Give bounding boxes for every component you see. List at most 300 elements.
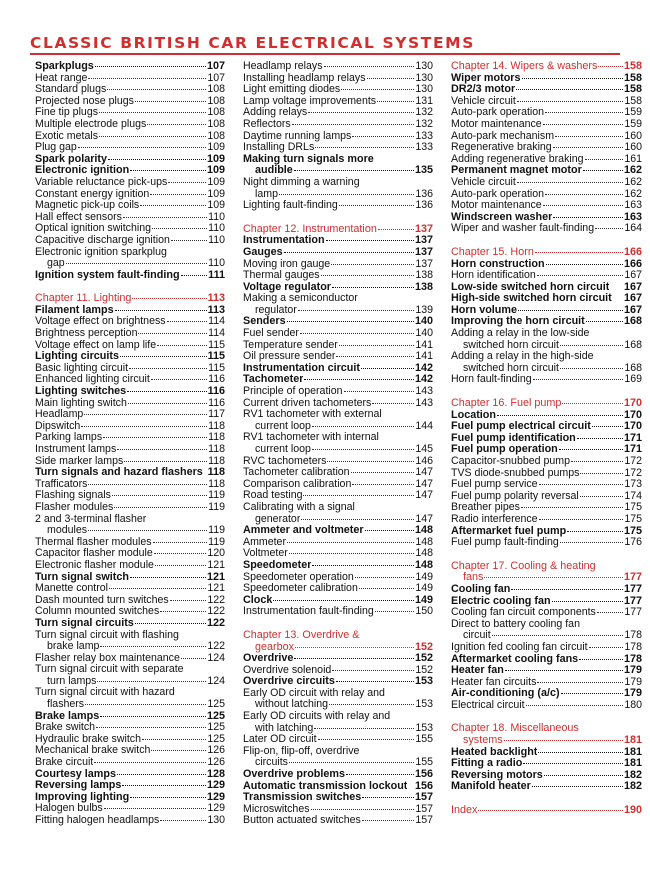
entry-title: Heat range bbox=[35, 72, 88, 84]
leader-dots bbox=[170, 600, 207, 601]
entry-title: Vehicle circuit bbox=[451, 176, 516, 188]
entry-title: Side marker lamps bbox=[35, 455, 124, 467]
leader-dots bbox=[123, 217, 207, 218]
leader-dots bbox=[304, 379, 414, 380]
page-number: 166 bbox=[623, 257, 642, 270]
page-number: 116 bbox=[207, 385, 225, 398]
entry-title: Lighting circuits bbox=[35, 351, 119, 363]
toc-entry bbox=[451, 747, 642, 759]
leader-dots bbox=[103, 437, 207, 438]
page-number: 152 bbox=[414, 652, 433, 665]
leader-dots bbox=[301, 519, 414, 520]
page-number: 132 bbox=[415, 117, 433, 130]
page-number: 179 bbox=[623, 664, 642, 677]
page-number: 133 bbox=[415, 129, 433, 142]
leader-dots bbox=[129, 368, 207, 369]
leader-dots bbox=[355, 577, 415, 578]
entry-title: modules bbox=[47, 525, 88, 537]
page-number: 108 bbox=[207, 129, 225, 142]
entry-title: gearbox bbox=[255, 640, 295, 653]
page-number: 167 bbox=[623, 292, 642, 305]
page-number: 121 bbox=[207, 582, 225, 595]
leader-dots bbox=[81, 426, 207, 427]
leader-dots bbox=[107, 89, 206, 90]
toc-entry bbox=[451, 177, 642, 189]
leader-dots bbox=[135, 101, 206, 102]
toc-entry bbox=[243, 316, 433, 328]
page-number: 129 bbox=[206, 779, 225, 792]
page-number: 142 bbox=[414, 361, 433, 374]
page-number: 130 bbox=[415, 71, 433, 84]
leader-dots bbox=[560, 542, 624, 543]
leader-dots bbox=[128, 403, 207, 404]
entry-title: Multiple electrode plugs bbox=[35, 118, 147, 130]
toc-entry bbox=[35, 502, 225, 514]
toc-entry bbox=[451, 293, 642, 305]
page-number: 147 bbox=[415, 489, 433, 502]
toc-entry bbox=[35, 96, 225, 108]
entry-title: current loop bbox=[255, 420, 311, 432]
page-number: 157 bbox=[415, 814, 433, 827]
toc-entry: Adding a relay in the high-side bbox=[451, 350, 594, 363]
leader-dots bbox=[327, 461, 414, 462]
leader-dots bbox=[533, 379, 624, 380]
toc-entry bbox=[243, 572, 433, 584]
toc-entry-cont bbox=[243, 189, 433, 201]
page-number: 178 bbox=[624, 629, 642, 642]
entry-title: Improving the horn circuit bbox=[451, 316, 585, 328]
toc-entry bbox=[243, 374, 433, 386]
entry-title: Trafficators bbox=[35, 478, 88, 490]
leader-dots bbox=[344, 391, 415, 392]
chapter-heading bbox=[451, 247, 642, 259]
entry-title: Wiper and washer fault-finding bbox=[451, 223, 595, 235]
leader-dots bbox=[100, 716, 206, 717]
page-number: 128 bbox=[206, 767, 225, 780]
page-number: 109 bbox=[206, 164, 225, 177]
entry-title: Auto-park mechanism bbox=[451, 130, 555, 142]
page-number: 159 bbox=[624, 106, 642, 119]
page-number: 158 bbox=[623, 83, 642, 96]
page-number: 109 bbox=[207, 175, 225, 188]
page-number: 121 bbox=[207, 558, 225, 571]
page-number: 118 bbox=[208, 443, 225, 455]
toc-entry: Calibrating with a signal bbox=[243, 500, 355, 513]
entry-title: Turn signal circuits bbox=[35, 617, 134, 629]
entry-title: Automatic transmission lockout bbox=[243, 780, 408, 792]
page-number: 108 bbox=[207, 106, 225, 119]
leader-dots bbox=[312, 449, 414, 450]
entry-title: Sparkplugs bbox=[35, 61, 94, 72]
leader-dots bbox=[326, 240, 414, 241]
toc-entry bbox=[35, 560, 225, 572]
entry-title: Basic lighting circuit bbox=[35, 362, 129, 374]
toc-entry: Direct to battery cooling fan bbox=[451, 617, 580, 630]
leader-dots bbox=[336, 681, 414, 682]
page-number: 181 bbox=[623, 757, 642, 770]
page-number: 149 bbox=[415, 570, 433, 583]
page-number: 143 bbox=[415, 396, 433, 409]
entry-title: Voltage regulator bbox=[243, 281, 331, 293]
leader-dots bbox=[532, 786, 623, 787]
page-number: 147 bbox=[415, 477, 433, 490]
page-number: 158 bbox=[624, 94, 642, 107]
leader-dots bbox=[559, 449, 623, 450]
entry-title: Constant energy ignition bbox=[35, 188, 150, 200]
leader-dots bbox=[308, 112, 414, 113]
toc-entry bbox=[243, 84, 433, 96]
toc-entry bbox=[35, 305, 225, 317]
entry-title: Overdrive circuits bbox=[243, 676, 335, 688]
page-number: 177 bbox=[623, 582, 642, 595]
leader-dots bbox=[130, 170, 206, 171]
toc-entry bbox=[35, 583, 225, 595]
toc-entry-cont bbox=[243, 514, 433, 526]
page-number: 175 bbox=[624, 501, 642, 514]
leader-dots bbox=[597, 612, 623, 613]
entry-title: Ammeter and voltmeter bbox=[243, 525, 364, 537]
page-number: 122 bbox=[207, 640, 225, 653]
entry-title: Aftermarket cooling fans bbox=[451, 653, 579, 665]
leader-dots bbox=[377, 101, 414, 102]
leader-dots bbox=[321, 275, 415, 276]
toc-entry bbox=[35, 154, 225, 166]
entry-title: Ignition fed cooling fan circuit bbox=[451, 641, 588, 653]
leader-dots bbox=[289, 553, 415, 554]
leader-dots bbox=[324, 66, 415, 67]
leader-dots bbox=[579, 659, 623, 660]
entry-title: Microswitches bbox=[243, 803, 310, 815]
toc-entry bbox=[451, 502, 642, 514]
chapter-gap bbox=[451, 549, 642, 561]
toc-entry bbox=[243, 595, 433, 607]
toc-entry bbox=[451, 259, 642, 271]
entry-title: audible bbox=[255, 165, 293, 177]
page-number: 109 bbox=[207, 141, 225, 154]
page-number: 141 bbox=[415, 350, 433, 363]
entry-title: Standard plugs bbox=[35, 84, 107, 96]
toc-entry bbox=[243, 200, 433, 212]
toc-entry bbox=[451, 282, 642, 294]
page-number: 125 bbox=[207, 732, 225, 745]
toc-entry: Night dimming a warning bbox=[243, 175, 360, 188]
page-number: 118 bbox=[208, 431, 225, 444]
page-number: 122 bbox=[207, 605, 225, 618]
leader-dots bbox=[151, 379, 207, 380]
leader-dots bbox=[312, 565, 414, 566]
page-number: 177 bbox=[624, 606, 642, 619]
leader-dots bbox=[108, 159, 206, 160]
page-number: 116 bbox=[208, 396, 225, 409]
entry-title: Overdrive solenoid bbox=[243, 664, 332, 676]
entry-title: Capacitive discharge ignition bbox=[35, 234, 170, 246]
leader-dots bbox=[332, 287, 414, 288]
leader-dots bbox=[478, 810, 623, 811]
page-number: 131 bbox=[415, 94, 433, 107]
entry-title: Voltage effect on lamp life bbox=[35, 339, 157, 351]
page-number: 140 bbox=[414, 315, 433, 328]
entry-title: Fuel pump polarity reversal bbox=[451, 490, 579, 502]
entry-title: Index bbox=[451, 804, 478, 817]
page-number: 116 bbox=[208, 373, 225, 386]
leader-dots bbox=[112, 495, 207, 496]
entry-title: Regenerative braking bbox=[451, 142, 552, 154]
page-number: 109 bbox=[207, 187, 225, 200]
toc-entry bbox=[451, 770, 642, 782]
contents-column-2 bbox=[243, 61, 433, 827]
leader-dots bbox=[284, 252, 414, 253]
entry-title: fans bbox=[463, 571, 484, 584]
leader-dots bbox=[523, 763, 623, 764]
leader-dots bbox=[329, 704, 414, 705]
entry-title: Tachometer calibration bbox=[243, 467, 350, 479]
toc-entry bbox=[35, 223, 225, 235]
leader-dots bbox=[359, 588, 414, 589]
page-number: 171 bbox=[623, 443, 642, 456]
entry-title: lamp bbox=[255, 188, 278, 200]
entry-title: Installing DRLs bbox=[243, 142, 315, 154]
page-number: 160 bbox=[624, 141, 642, 154]
page-number: 132 bbox=[415, 106, 433, 119]
entry-title: Daytime running lamps bbox=[243, 130, 352, 142]
toc-entry bbox=[243, 781, 433, 793]
toc-entry bbox=[243, 247, 433, 259]
entry-title: Vehicle circuit bbox=[451, 95, 516, 107]
entry-title: Auto-park operation bbox=[451, 188, 545, 200]
page-number: 149 bbox=[415, 582, 433, 595]
entry-title: Breather pipes bbox=[451, 502, 520, 514]
chapter-gap bbox=[243, 212, 433, 224]
page-number: 178 bbox=[624, 640, 642, 653]
toc-entry bbox=[35, 84, 225, 96]
entry-title: Permanent magnet motor bbox=[451, 165, 582, 177]
entry-title: Motor maintenance bbox=[451, 118, 542, 130]
page-number: 168 bbox=[624, 361, 642, 374]
page-number: 153 bbox=[414, 675, 433, 688]
page-number: 119 bbox=[208, 489, 225, 502]
entry-title: Column mounted switches bbox=[35, 606, 160, 618]
entry-title: brake lamp bbox=[47, 641, 100, 653]
page-number: 118 bbox=[207, 466, 225, 479]
entry-title: Voltmeter bbox=[243, 548, 288, 560]
toc-entry bbox=[451, 688, 642, 700]
entry-title: Brightness perception bbox=[35, 328, 138, 340]
page-number: 109 bbox=[206, 152, 225, 165]
leader-dots bbox=[85, 704, 206, 705]
chapter-heading-cont bbox=[243, 642, 433, 654]
page-number: 169 bbox=[624, 373, 642, 386]
leader-dots bbox=[160, 611, 206, 612]
entry-title: Fuel pump fault-finding bbox=[451, 537, 559, 549]
toc-entry-cont bbox=[451, 630, 642, 642]
toc-entry-cont bbox=[243, 444, 433, 456]
entry-title: Ignition system fault-finding bbox=[35, 269, 180, 281]
leader-dots bbox=[372, 403, 414, 404]
entry-title: Optical ignition switching bbox=[35, 223, 151, 235]
leader-dots bbox=[516, 89, 623, 90]
leader-dots bbox=[492, 635, 624, 636]
entry-title: Headlamp relays bbox=[243, 61, 323, 72]
page-number: 130 bbox=[415, 60, 433, 72]
page-number: 148 bbox=[414, 524, 433, 537]
toc-entry bbox=[243, 107, 433, 119]
toc-entry bbox=[35, 340, 225, 352]
page-number: 115 bbox=[208, 361, 225, 374]
entry-title: Thermal gauges bbox=[243, 270, 320, 282]
page-number: 182 bbox=[623, 780, 642, 793]
leader-dots bbox=[375, 611, 415, 612]
leader-dots bbox=[339, 205, 414, 206]
entry-title: Chapter 16. Fuel pump bbox=[451, 397, 562, 410]
chapter-heading bbox=[451, 805, 642, 817]
leader-dots bbox=[362, 797, 414, 798]
leader-dots bbox=[580, 473, 623, 474]
page-number: 177 bbox=[623, 594, 642, 607]
toc-entry: RV1 tachometer with external bbox=[243, 408, 382, 421]
page-number: 119 bbox=[208, 500, 225, 513]
contents-column-1 bbox=[35, 61, 225, 827]
toc-entry bbox=[243, 131, 433, 143]
leader-dots bbox=[511, 589, 623, 590]
toc-entry bbox=[35, 421, 225, 433]
leader-dots bbox=[537, 682, 623, 683]
entry-title: Oil pressure sender bbox=[243, 351, 336, 363]
entry-title: Heater fan bbox=[451, 665, 504, 677]
entry-title: Fuel pump electrical circuit bbox=[451, 421, 591, 433]
toc-entry bbox=[451, 677, 642, 689]
page-number: 155 bbox=[415, 756, 433, 769]
toc-entry-cont bbox=[35, 258, 225, 270]
leader-dots bbox=[589, 647, 624, 648]
leader-dots bbox=[361, 368, 414, 369]
leader-dots bbox=[88, 484, 207, 485]
page-number: 120 bbox=[207, 547, 225, 560]
page-number: 179 bbox=[623, 687, 642, 700]
title-rule bbox=[30, 53, 620, 55]
toc-entry bbox=[243, 259, 433, 271]
toc-entry bbox=[451, 131, 642, 143]
toc-entry bbox=[243, 270, 433, 282]
page-number: 153 bbox=[415, 698, 433, 711]
entry-title: Filament lamps bbox=[35, 304, 114, 316]
page-header bbox=[30, 34, 620, 55]
page-number: 147 bbox=[415, 512, 433, 525]
chapter-heading: Chapter 17. Cooling & heating bbox=[451, 559, 596, 572]
toc-entry bbox=[35, 595, 225, 607]
chapter-heading: Chapter 18. Miscellaneous bbox=[451, 722, 579, 735]
entry-title: Tachometer bbox=[243, 374, 304, 386]
leader-dots bbox=[595, 228, 623, 229]
entry-title: Cooling fan bbox=[451, 583, 511, 595]
leader-dots bbox=[526, 705, 624, 706]
toc-entry bbox=[243, 525, 433, 537]
chapter-heading bbox=[35, 293, 225, 305]
toc-entry bbox=[451, 84, 642, 96]
page-number: 122 bbox=[207, 593, 225, 606]
entry-title: Temperature sender bbox=[243, 339, 338, 351]
leader-dots bbox=[130, 577, 206, 578]
toc-entry-cont bbox=[35, 641, 225, 653]
leader-dots bbox=[365, 530, 414, 531]
entry-title: Principle of operation bbox=[243, 386, 343, 398]
page-number: 162 bbox=[624, 175, 642, 188]
leader-dots bbox=[553, 147, 624, 148]
entry-title: Lighting fault-finding bbox=[243, 200, 338, 212]
toc-entry bbox=[451, 305, 642, 317]
toc-entry-cont bbox=[243, 723, 433, 735]
toc-entry bbox=[243, 560, 433, 572]
entry-title: Overdrive bbox=[243, 653, 294, 665]
leader-dots bbox=[135, 623, 206, 624]
page-number: 108 bbox=[207, 83, 225, 96]
entry-title: Brake lamps bbox=[35, 710, 100, 722]
leader-dots bbox=[104, 808, 207, 809]
leader-dots bbox=[171, 240, 207, 241]
toc-entry bbox=[35, 212, 225, 224]
page-number: 145 bbox=[415, 443, 433, 455]
leader-dots bbox=[289, 762, 414, 763]
page-number: 137 bbox=[414, 222, 433, 235]
entry-title: Gauges bbox=[243, 246, 283, 258]
toc-entry: Early OD circuits with relay and bbox=[243, 710, 391, 723]
entry-title: switched horn circuit bbox=[463, 362, 559, 374]
chapter-heading-cont bbox=[451, 735, 642, 747]
page-number: 118 bbox=[208, 454, 225, 467]
entry-title: Electric cooling fan bbox=[451, 595, 551, 607]
entry-title: Turn signals and hazard flashers bbox=[35, 467, 203, 479]
leader-dots bbox=[517, 182, 624, 183]
toc-entry bbox=[35, 165, 225, 177]
leader-dots bbox=[504, 740, 623, 741]
chapter-heading bbox=[243, 224, 433, 236]
toc-entry bbox=[451, 491, 642, 503]
toc-entry bbox=[451, 444, 642, 456]
page-number: 124 bbox=[207, 651, 225, 664]
entry-title: Lamp voltage improvements bbox=[243, 95, 377, 107]
entry-title: Fuel sender bbox=[243, 328, 299, 340]
toc-entry bbox=[35, 351, 225, 363]
toc-entry bbox=[35, 456, 225, 468]
page-number: 138 bbox=[415, 269, 433, 282]
page-number: 136 bbox=[415, 187, 433, 200]
page-number: 108 bbox=[207, 94, 225, 107]
toc-entry bbox=[451, 700, 642, 712]
toc-entry bbox=[35, 572, 225, 584]
toc-entry bbox=[35, 386, 225, 398]
entry-title: Motor maintenance bbox=[451, 200, 542, 212]
leader-dots bbox=[352, 136, 414, 137]
leader-dots bbox=[592, 426, 623, 427]
page-number: 125 bbox=[206, 709, 225, 722]
entry-title: Speedometer bbox=[243, 559, 312, 571]
page-number: 124 bbox=[207, 674, 225, 687]
toc-entry bbox=[35, 398, 225, 410]
chapter-heading bbox=[451, 398, 642, 410]
toc-entry bbox=[451, 421, 642, 433]
toc-entry-cont bbox=[243, 305, 433, 317]
leader-dots bbox=[117, 449, 207, 450]
entry-title: Transmission switches bbox=[243, 792, 362, 804]
page-number: 162 bbox=[623, 164, 642, 177]
entry-title: Chapter 15. Horn bbox=[451, 245, 534, 258]
toc-entry bbox=[35, 73, 225, 85]
entry-title: Speedometer calibration bbox=[243, 583, 358, 595]
toc-entry bbox=[451, 456, 642, 468]
page-number: 175 bbox=[623, 524, 642, 537]
entry-title: Lighting switches bbox=[35, 386, 127, 398]
toc-entry bbox=[243, 804, 433, 816]
page-number: 168 bbox=[624, 338, 642, 351]
